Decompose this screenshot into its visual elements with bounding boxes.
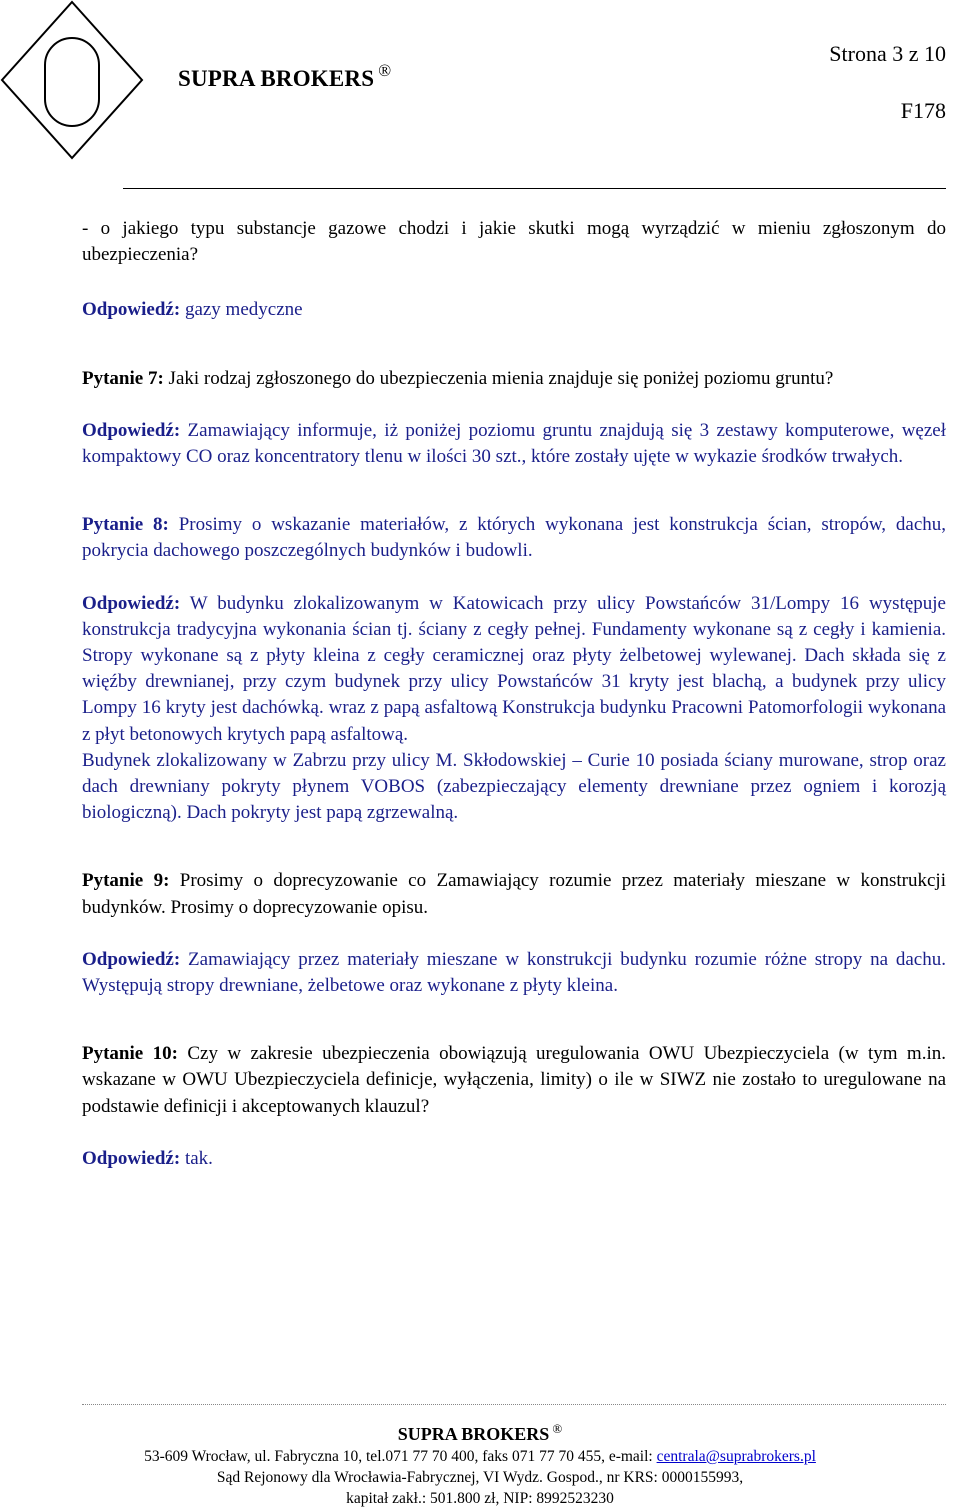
- answer-paragraph: [82, 297, 946, 323]
- paragraph-label: Pytanie 9:: [82, 870, 170, 892]
- answer-paragraph: [82, 748, 946, 827]
- header-brand: [178, 61, 392, 92]
- registered-mark-icon: ®: [552, 1421, 563, 1436]
- answer-paragraph: [82, 947, 946, 999]
- footer-court: Sąd Rejonowy dla Wrocławia-Fabrycznej, VI Wydz. Gospod., nr KRS: 0000155993,: [216, 1469, 744, 1486]
- paragraph-label: Pytanie 10:: [82, 1043, 178, 1065]
- document-body: [82, 216, 946, 1172]
- paragraph-text: Zamawiający przez materiały mieszane w konstrukcji budynku rozumie różne stropy na dachu. Występują stropy drewniane, żelbetowe oraz wykonane z płyty kleina.: [82, 948, 946, 997]
- question-paragraph: [82, 512, 946, 564]
- paragraph-text: Zamawiający informuje, iż poniżej poziomu gruntu znajdują się 3 zestawy komputerowe, węzeł kompaktowy CO oraz koncentratory tlenu w ilości 30 szt., które zostały ujęte w wykazie środków trwałych.: [82, 419, 946, 468]
- footer-capital: kapitał zakł.: 501.800 zł, NIP: 8992523230: [346, 1490, 614, 1507]
- paragraph-label: Pytanie 8:: [82, 514, 169, 536]
- footer-divider: [82, 1404, 946, 1405]
- question-paragraph: [82, 1041, 946, 1120]
- footer-brand: [0, 1421, 960, 1446]
- registered-mark-icon: ®: [378, 61, 392, 80]
- paragraph-text: - o jakiego typu substancje gazowe chodzi i jakie skutki mogą wyrządzić w mieniu zgłoszonym do ubezpieczenia?: [82, 218, 946, 266]
- header-divider: [123, 188, 946, 189]
- paragraph-label: Odpowiedź:: [82, 299, 181, 321]
- question-paragraph: [82, 216, 946, 268]
- answer-paragraph: [82, 418, 946, 470]
- footer-address: [0, 1446, 960, 1467]
- paragraph-text: Prosimy o wskazanie materiałów, z których wykonana jest konstrukcja ścian, stropów, dachu, pokrycia dachowego poszczególnych budynków i budowli.: [82, 514, 946, 562]
- footer-address-text: 53-609 Wrocław, ul. Fabryczna 10, tel.071 77 70 400, faks 071 77 70 455, e-mail:: [144, 1448, 657, 1465]
- page-number: Strona 3 z 10: [829, 41, 946, 66]
- answer-paragraph: [82, 1146, 946, 1172]
- document-code: F178: [900, 98, 946, 123]
- question-paragraph: [82, 868, 946, 920]
- paragraph-text: Budynek zlokalizowany w Zabrzu przy ulicy M. Skłodowskiej – Curie 10 posiada ściany murowane, strop oraz dach drewniany pokryty płynem VOBOS (zabezpieczający elementy drewniane przez ogniem i korozją biologiczną). Dach pokryty jest papą zgrzewalną.: [82, 749, 946, 824]
- page-footer: [0, 1421, 960, 1509]
- paragraph-label: Odpowiedź:: [82, 592, 181, 614]
- header-brand-name: SUPRA BROKERS: [178, 66, 375, 91]
- paragraph-text: gazy medyczne: [180, 299, 303, 321]
- paragraph-text: Jaki rodzaj zgłoszonego do ubezpieczenia mienia znajduje się poniżej poziomu gruntu?: [163, 367, 834, 389]
- paragraph-text: W budynku zlokalizowanym w Katowicach przy ulicy Powstańców 31/Lompy 16 występuje konstrukcja tradycyjna wykonania ścian tj. ściany z cegły pełnej. Fundamenty wykonane są z cegły i kamienia. Stropy wykonane są z płyty kleina z cegły ceramicznej oraz płyty żelbetowej wylewanej. Dach składa się z więźby drewnianej, przy czym budynek przy ulicy Powstańców 31 kryty jest blachą, a budynek przy ulicy Lompy 16 kryty jest dachówką. wraz z papą asfaltową Konstrukcja budynku Pracowni Patomorfologii wykonana z płyt betonowych krytych papą asfaltową.: [82, 592, 946, 745]
- question-paragraph: [82, 366, 946, 392]
- paragraph-text: Prosimy o doprecyzowanie co Zamawiający rozumie przez materiały mieszane w konstrukcji budynków. Prosimy o doprecyzowanie opisu.: [82, 870, 946, 918]
- paragraph-label: Pytanie 7:: [82, 367, 164, 389]
- email-link[interactable]: centrala@suprabrokers.pl: [656, 1448, 816, 1465]
- paragraph-label: Odpowiedź:: [82, 419, 181, 441]
- paragraph-label: Odpowiedź:: [82, 1147, 181, 1169]
- footer-brand-name: SUPRA BROKERS: [397, 1424, 550, 1444]
- answer-paragraph: [82, 591, 946, 748]
- paragraph-text: tak.: [180, 1147, 213, 1169]
- paragraph-label: Odpowiedź:: [82, 948, 181, 970]
- company-logo-icon: [0, 0, 150, 170]
- paragraph-text: Czy w zakresie ubezpieczenia obowiązują uregulowania OWU Ubezpieczyciela (w tym m.in. wskazane w OWU Ubezpieczyciela definicje, wyłączenia, limity) o ile w SIWZ nie zostało to uregulowane na podstawie definicji i akceptowanych klauzul?: [82, 1043, 946, 1117]
